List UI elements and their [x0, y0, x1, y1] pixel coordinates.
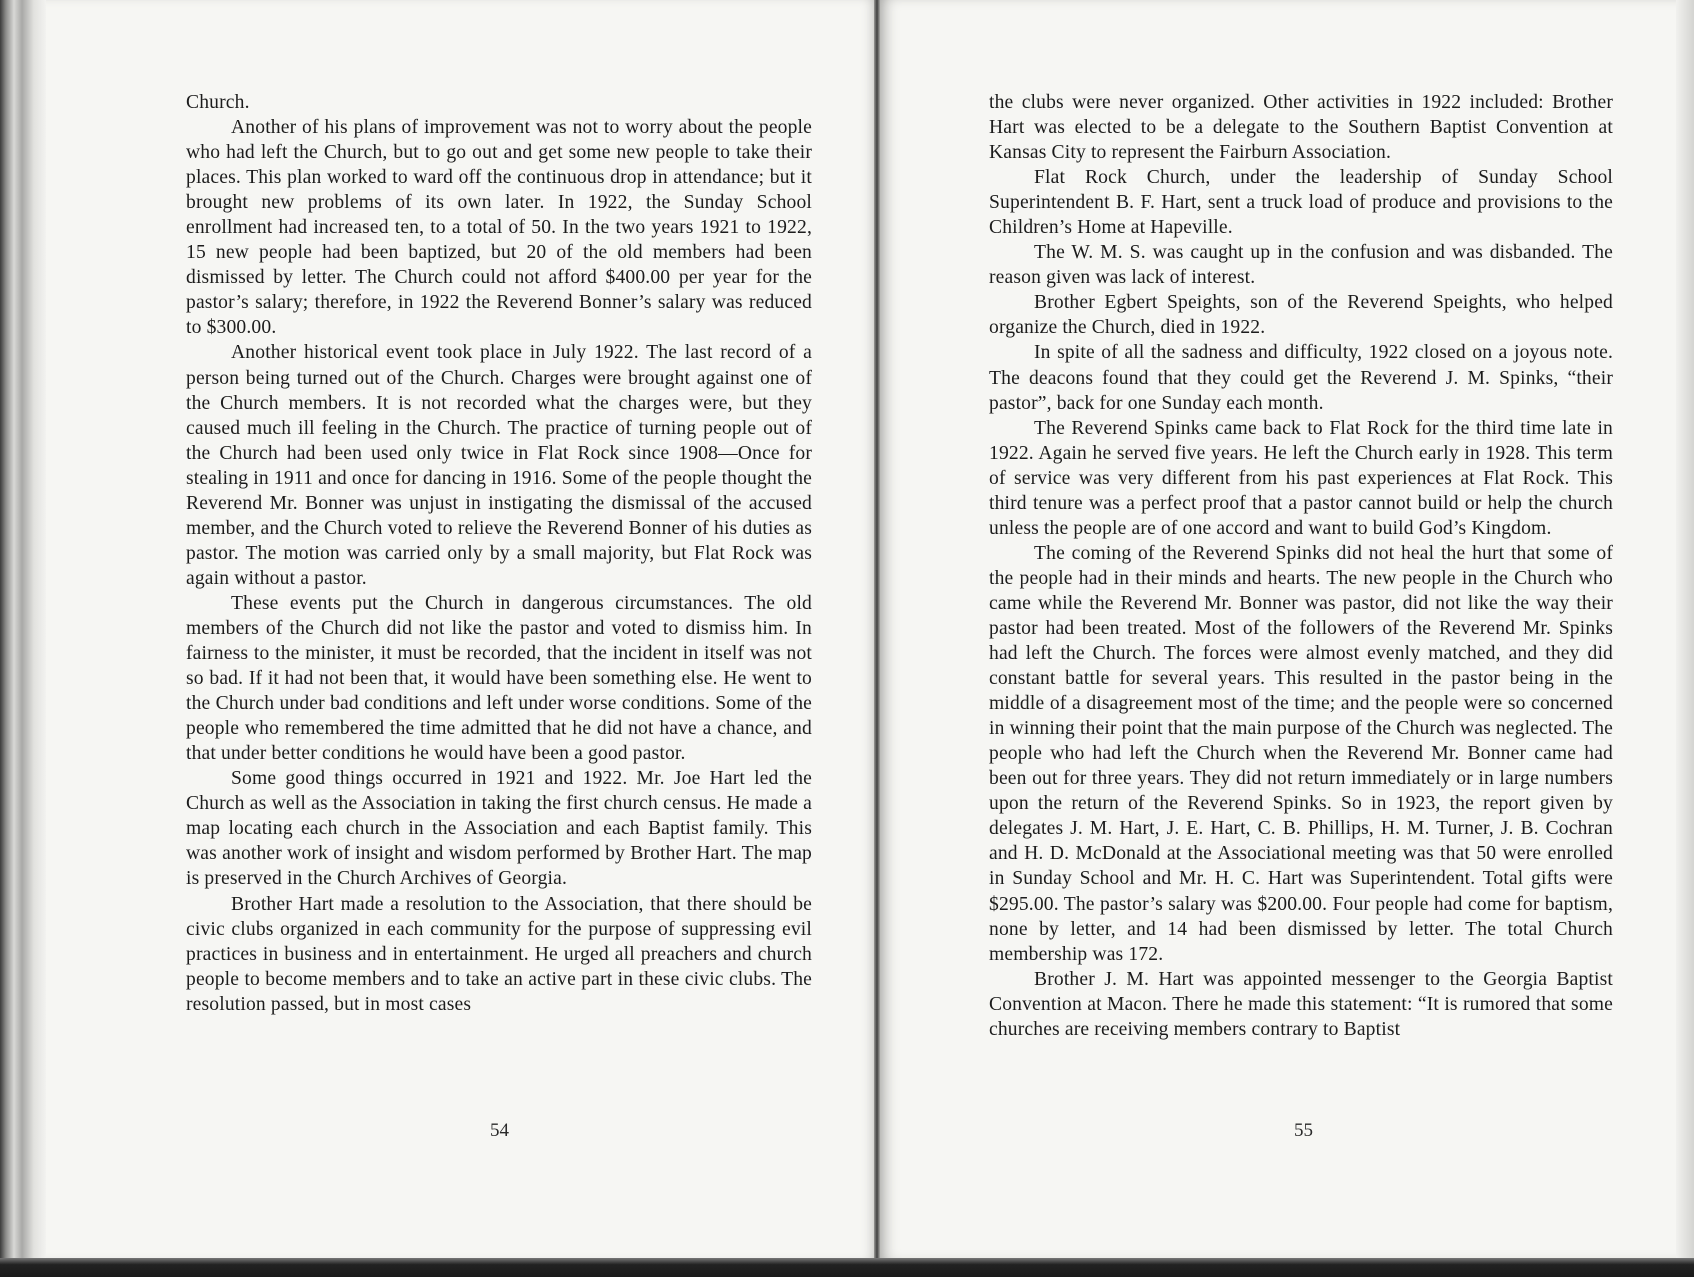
paragraph: Church.	[186, 92, 250, 113]
paragraph: Some good things occurred in 1921 and 1922. Mr. Joe Hart led the Church as well as the Association in taking the first church census. He made a map locating each church in the Association and each Baptist family. This was another work of insight and wisdom performed by Brother Hart. The map is preserved in the Church Archives of Georgia.	[186, 768, 812, 890]
paragraph: Flat Rock Church, under the leadership of Sunday School Superintendent B. F. Hart, sent a truck load of produce and provisions to the Children’s Home at Hapeville.	[989, 167, 1613, 239]
paragraph: In spite of all the sadness and difficulty, 1922 closed on a joyous note. The deacons found that they could get the Reverend J. M. Spinks, “their pastor”, back for one Sunday each month.	[989, 342, 1613, 414]
page-edge-right	[1676, 0, 1694, 1260]
paragraph: The Reverend Spinks came back to Flat Rock for the third time late in 1922. Again he served five years. He left the Church early in 1928. This term of service was very different from his past experiences at Flat Rock. This third tenure was a perfect proof that a pastor cannot build or help the church unless the people are of one accord and want to build God’s Kingdom.	[989, 417, 1613, 539]
paragraph: Another historical event took place in July 1922. The last record of a person being turned out of the Church. Charges were brought against one of the Church members. It is not recorded what the charges were, but they caused much ill feeling in the Church. The practice of turning people out of the Church had been used only twice in Flat Rock since 1908—Once for stealing in 1911 and once for dancing in 1916. Some of the people thought the Reverend Mr. Bonner was unjust in instigating the dismissal of the accused member, and the Church voted to relieve the Reverend Bonner of his duties as pastor. The motion was carried only by a small majority, but Flat Rock was again without a pastor.	[186, 342, 812, 589]
paragraph: Brother J. M. Hart was appointed messenger to the Georgia Baptist Convention at Macon. There he made this statement: “It is rumored that some churches are receiving members contrary to Baptist	[989, 968, 1613, 1040]
book-gutter	[874, 0, 880, 1260]
scan-bottom-edge	[0, 1258, 1694, 1277]
book-edge	[0, 0, 46, 1277]
page-number-left: 54	[490, 1120, 509, 1141]
right-page-text	[989, 90, 1613, 1042]
page-number-right: 55	[1294, 1120, 1313, 1141]
paragraph: Brother Hart made a resolution to the Association, that there should be civic clubs organized in each community for the purpose of suppressing evil practices in business and in entertainment. He urged all preachers and church people to become members and to take an active part in these civic clubs. The resolution passed, but in most cases	[186, 893, 812, 1015]
paragraph: Another of his plans of improvement was not to worry about the people who had left the Church, but to go out and get some new people to take their places. This plan worked to ward off the continuous drop in attendance; but it brought new problems of its own later. In 1922, the Sunday School enrollment had increased ten, to a total of 50. In the two years 1921 to 1922, 15 new people had been baptized, but 20 of the old members had been dismissed by letter. The Church could not afford $400.00 per year for the pastor’s salary; therefore, in 1922 the Reverend Bonner’s salary was reduced to $300.00.	[186, 117, 812, 339]
paragraph: The coming of the Reverend Spinks did not heal the hurt that some of the people had in their minds and hearts. The new people in the Church who came while the Reverend Mr. Bonner was pastor, did not like the way their pastor had been treated. Most of the followers of the Reverend Mr. Spinks had left the Church. The forces were almost evenly matched, and they did constant battle for several years. This resulted in the pastor being in the middle of a disagreement most of the time; and the people were so concerned in winning their point that the main purpose of the Church was neglected. The people who had left the Church when the Reverend Mr. Bonner came had been out for three years. They did not return immediately or in large numbers upon the return of the Reverend Spinks. So in 1923, the report given by delegates J. M. Hart, J. E. Hart, C. B. Phillips, H. M. Turner, J. B. Cochran and H. D. McDonald at the Associational meeting was that 50 were enrolled in Sunday School and Mr. H. C. Hart was Superintendent. Total gifts were $295.00. The pastor’s salary was $200.00. Four people had come for baptism, none by letter, and 14 had been dismissed by letter. The total Church membership was 172.	[989, 542, 1613, 965]
paragraph: These events put the Church in dangerous circumstances. The old members of the Church did not like the pastor and voted to dismiss him. In fairness to the minister, it must be recorded, that the incident in itself was not so bad. If it had not been that, it would have been something else. He went to the Church under bad conditions and left under worse conditions. Some of the people who remembered the time admitted that he did not have a chance, and that under better conditions he would have been a good pastor.	[186, 592, 812, 765]
paragraph: the clubs were never organized. Other activities in 1922 included: Brother Hart was elected to be a delegate to the Southern Baptist Convention at Kansas City to represent the Fairburn Association.	[989, 92, 1613, 164]
paragraph: Brother Egbert Speights, son of the Reverend Speights, who helped organize the Church, died in 1922.	[989, 292, 1613, 339]
paragraph: The W. M. S. was caught up in the confusion and was disbanded. The reason given was lack of interest.	[989, 242, 1613, 289]
left-page-text	[186, 90, 812, 1017]
